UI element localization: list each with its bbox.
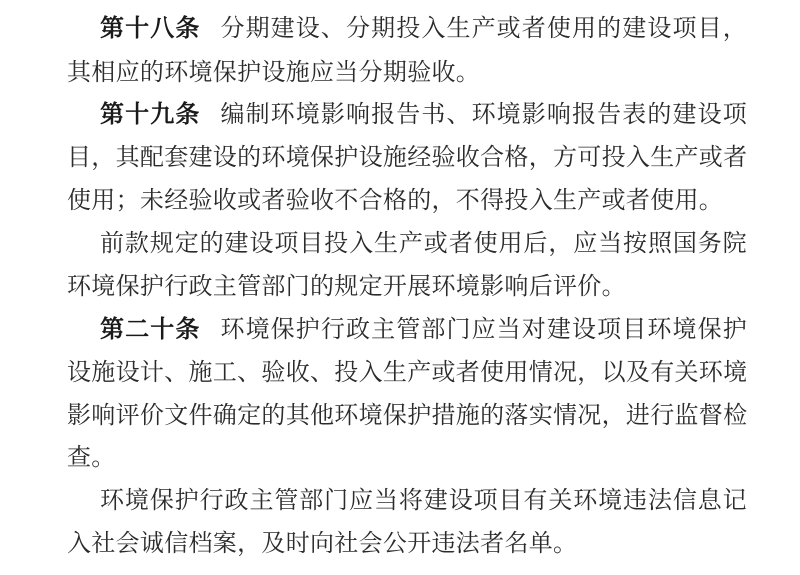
article-20-second-line — [67, 352, 747, 392]
article-19-paragraph-2-line-1 — [100, 223, 747, 263]
article-20-para2-text-1: 环境保护行政主管部门应当将建设项目有关环境违法信息记 — [100, 486, 747, 514]
article-20-text-3: 影响评价文件确定的其他环境保护措施的落实情况，进行监督检 — [67, 401, 747, 429]
article-20-label: 第二十条 — [100, 315, 201, 343]
article-18-second-line — [67, 52, 747, 92]
article-19-paragraph-2-line-2 — [67, 266, 747, 306]
article-19-second-line — [67, 137, 747, 177]
article-19-para2-text-1: 前款规定的建设项目投入生产或者使用后，应当按照国务院 — [100, 229, 747, 257]
article-20-para2-text-2: 入社会诚信档案，及时向社会公开违法者名单。 — [67, 529, 578, 557]
article-20-fourth-line — [67, 437, 747, 477]
article-18-label: 第十八条 — [100, 14, 201, 42]
article-20-text-4: 查。 — [67, 443, 116, 471]
article-18-text-2: 其相应的环境保护设施应当分期验收。 — [67, 58, 481, 86]
article-19-third-line — [67, 180, 747, 220]
article-20-paragraph-2-line-2 — [67, 523, 747, 563]
article-18-text-1: 分期建设、分期投入生产或者使用的建设项目， — [220, 14, 747, 42]
article-19-para2-text-2: 环境保护行政主管部门的规定开展环境影响后评价。 — [67, 272, 626, 300]
article-19-text-3: 使用；未经验收或者验收不合格的，不得投入生产或者使用。 — [67, 186, 724, 214]
article-20-text-2: 设施设计、施工、验收、投入生产或者使用情况，以及有关环境 — [67, 358, 747, 386]
article-18-first-line — [100, 8, 747, 48]
article-19-text-2: 目，其配套建设的环境保护设施经验收合格，方可投入生产或者 — [67, 143, 747, 171]
article-20-text-1: 环境保护行政主管部门应当对建设项目环境保护 — [220, 315, 747, 343]
article-19-label: 第十九条 — [100, 100, 201, 128]
article-20-paragraph-2-line-1 — [100, 480, 747, 520]
article-20-first-line — [100, 309, 747, 349]
article-19-text-1: 编制环境影响报告书、环境影响报告表的建设项 — [220, 100, 747, 128]
article-19-first-line — [100, 94, 747, 134]
article-20-third-line — [67, 395, 747, 435]
